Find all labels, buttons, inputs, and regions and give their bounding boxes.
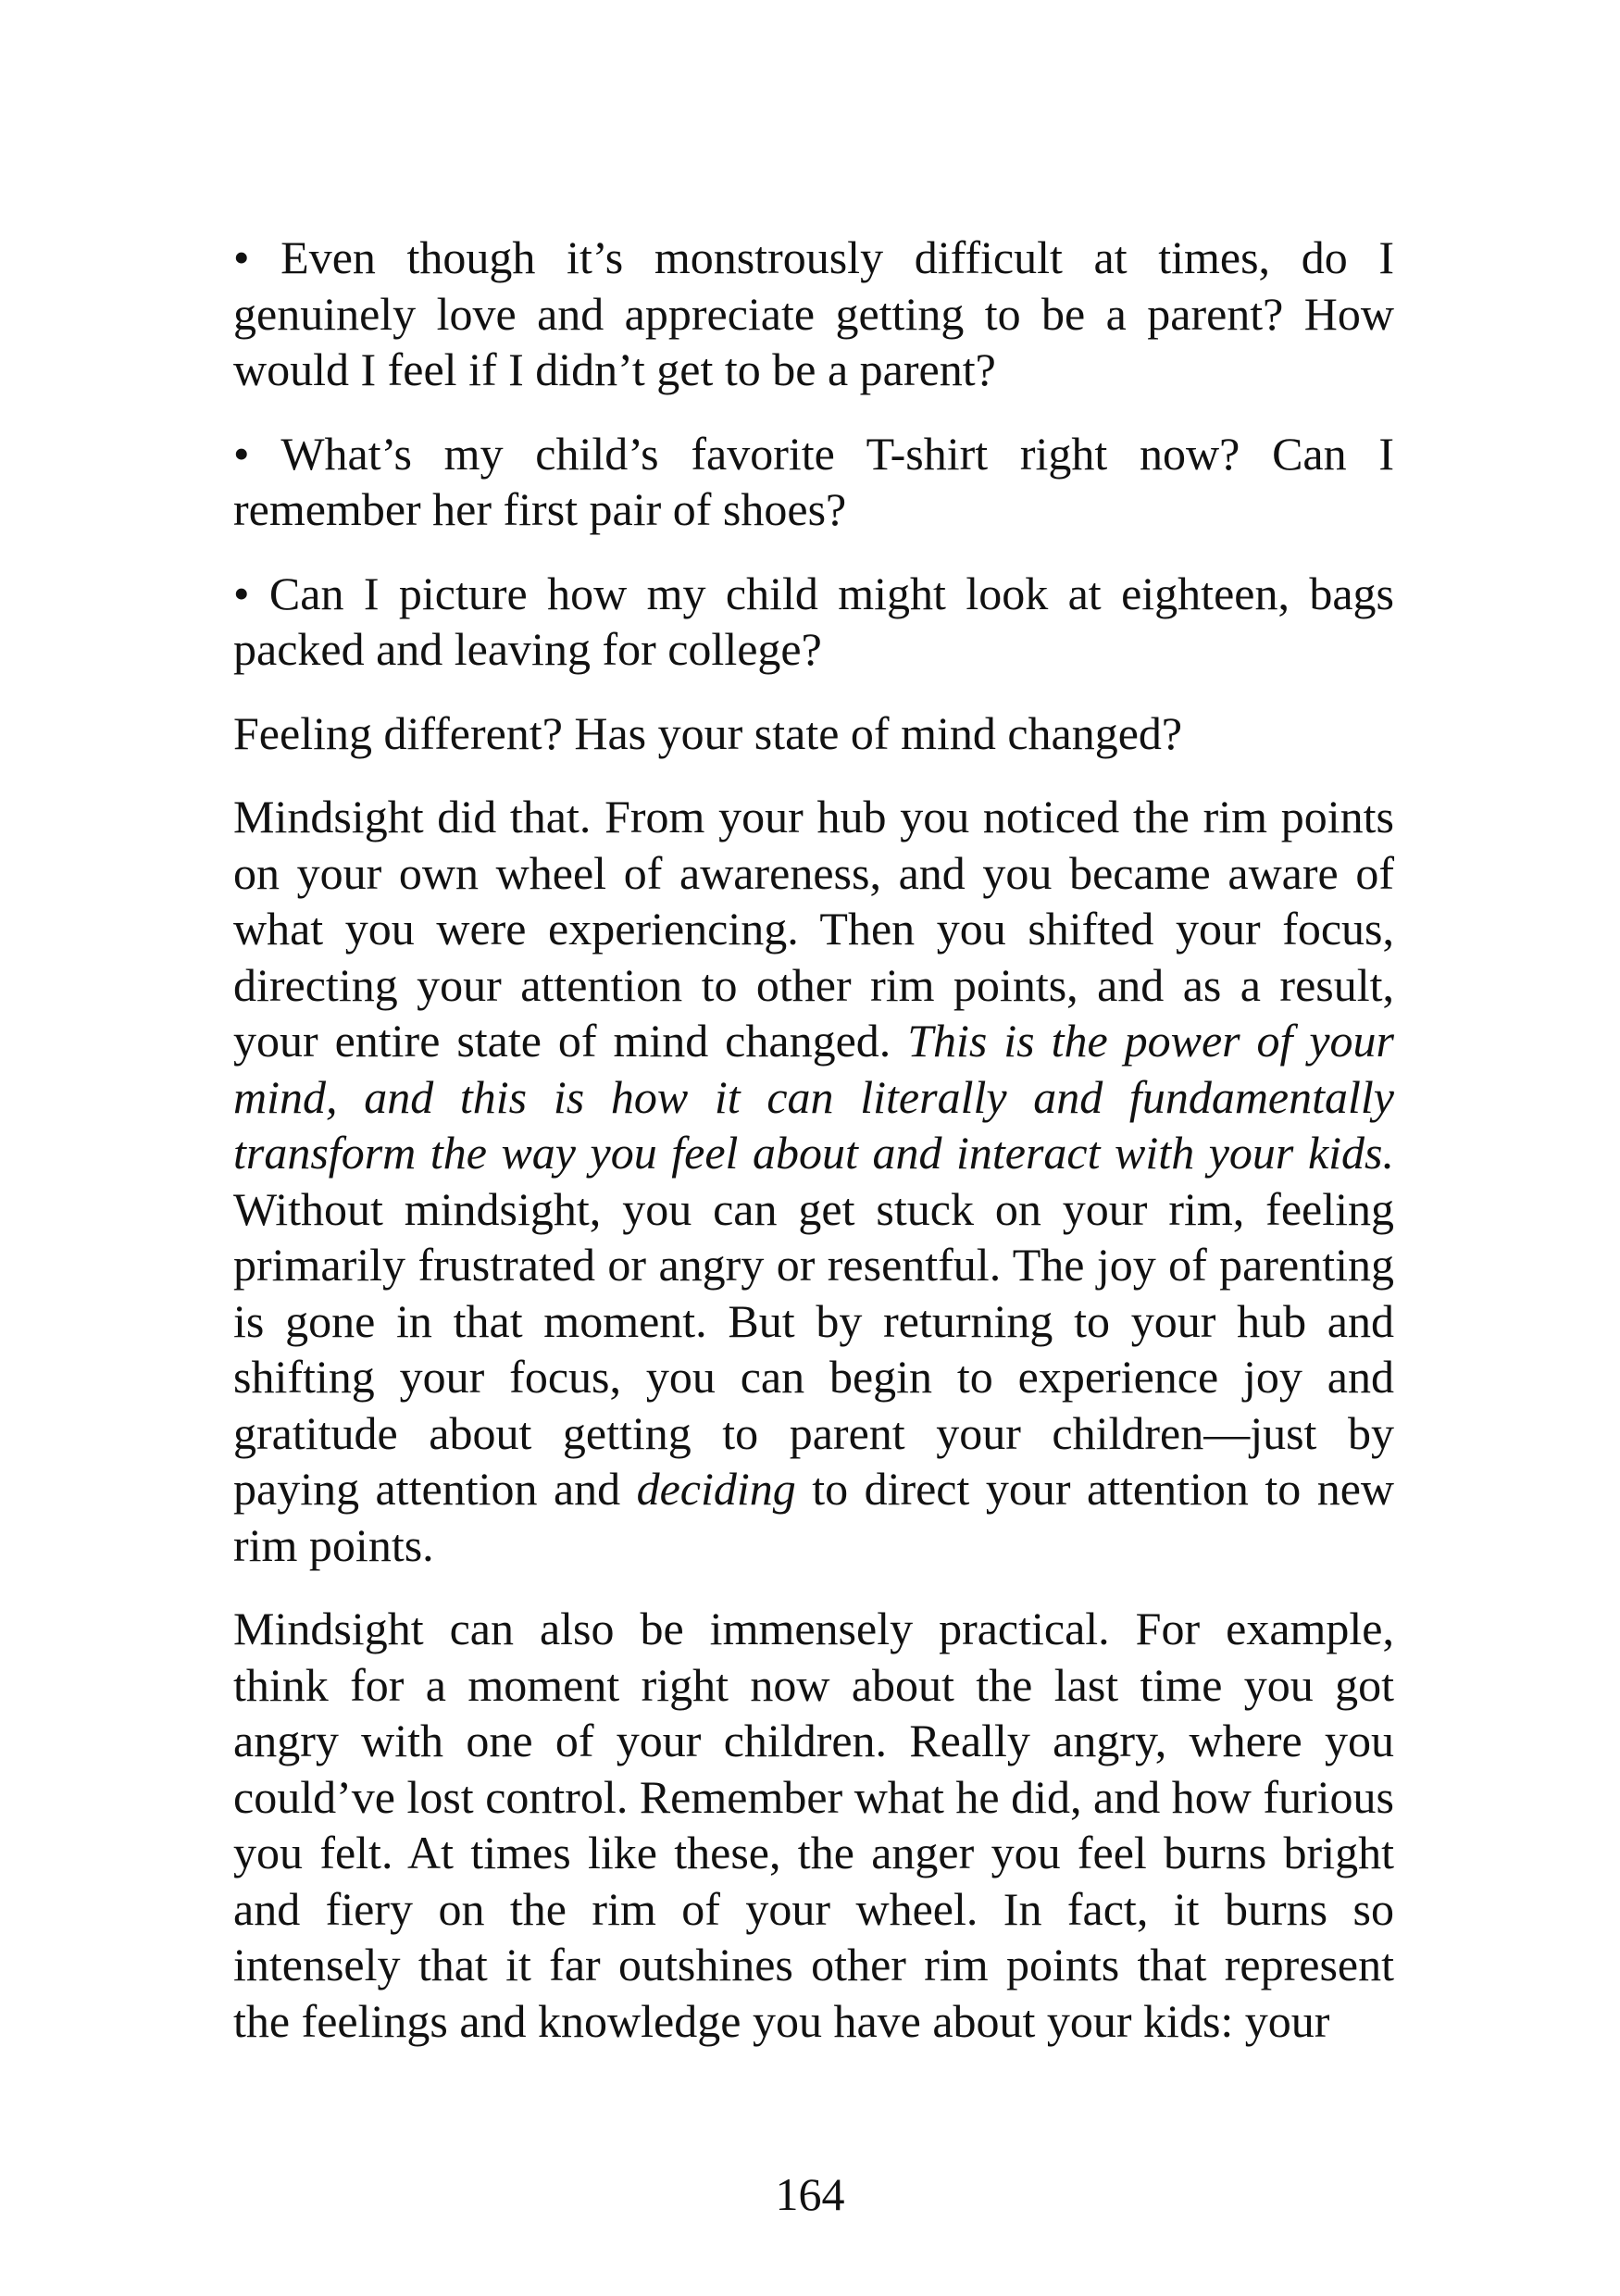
bullet-t-shirt: • What’s my child’s favorite T-shirt right now? Can I remember her first pair of shoes? bbox=[233, 427, 1394, 535]
bullet-favorite-love: • Even though it’s monstrously difficult at times, do I genuinely love and appreciate getting to be a parent? How would I feel if I didn’t get to be a parent? bbox=[233, 231, 1394, 395]
practical-paragraph: Mindsight can also be immensely practical. For example, think for a moment right now about the last time you got angry with one of your children. Really angry, where you could’ve lost control. Remember what he did, and how furious you felt. At times like these, the anger you feel burns bright and fiery on the rim of your wheel. In fact, it burns so intensely that it far outshines other rim points that represent the feelings and knowledge you have about your kids: your bbox=[233, 1603, 1394, 2047]
mindsight-text-3: to direct your attention to new rim points. bbox=[233, 1463, 1394, 1571]
mindsight-paragraph bbox=[233, 789, 1394, 1573]
bullet-eighteen: • Can I picture how my child might look at eighteen, bags packed and leaving for college? bbox=[233, 567, 1394, 675]
mindsight-text-1: Mindsight did that. From your hub you noticed the rim points on your own wheel of awareness, and you became aware of what you were experiencing. Then you shifted your focus, directing your attention to other rim points, and as a result, your entire state of mind changed. bbox=[233, 791, 1394, 1067]
page-body bbox=[233, 230, 1394, 2049]
page-number: 164 bbox=[775, 2168, 845, 2220]
mindsight-italic-2: deciding bbox=[636, 1463, 796, 1515]
mindsight-italic-1: This is the power of your mind, and this is how it can literally and fundamentally transform the way you feel about and interact with your kids. bbox=[233, 1015, 1394, 1179]
mindsight-text-2: Without mindsight, you can get stuck on your rim, feeling primarily frustrated or angry or resentful. The joy of parenting is gone in that moment. But by returning to your hub and shifting your focus, you can begin to experience joy and gratitude about getting to parent your children—just by paying attention and bbox=[233, 1182, 1394, 1515]
question-paragraph: Feeling different? Has your state of mind changed? bbox=[233, 706, 1183, 759]
